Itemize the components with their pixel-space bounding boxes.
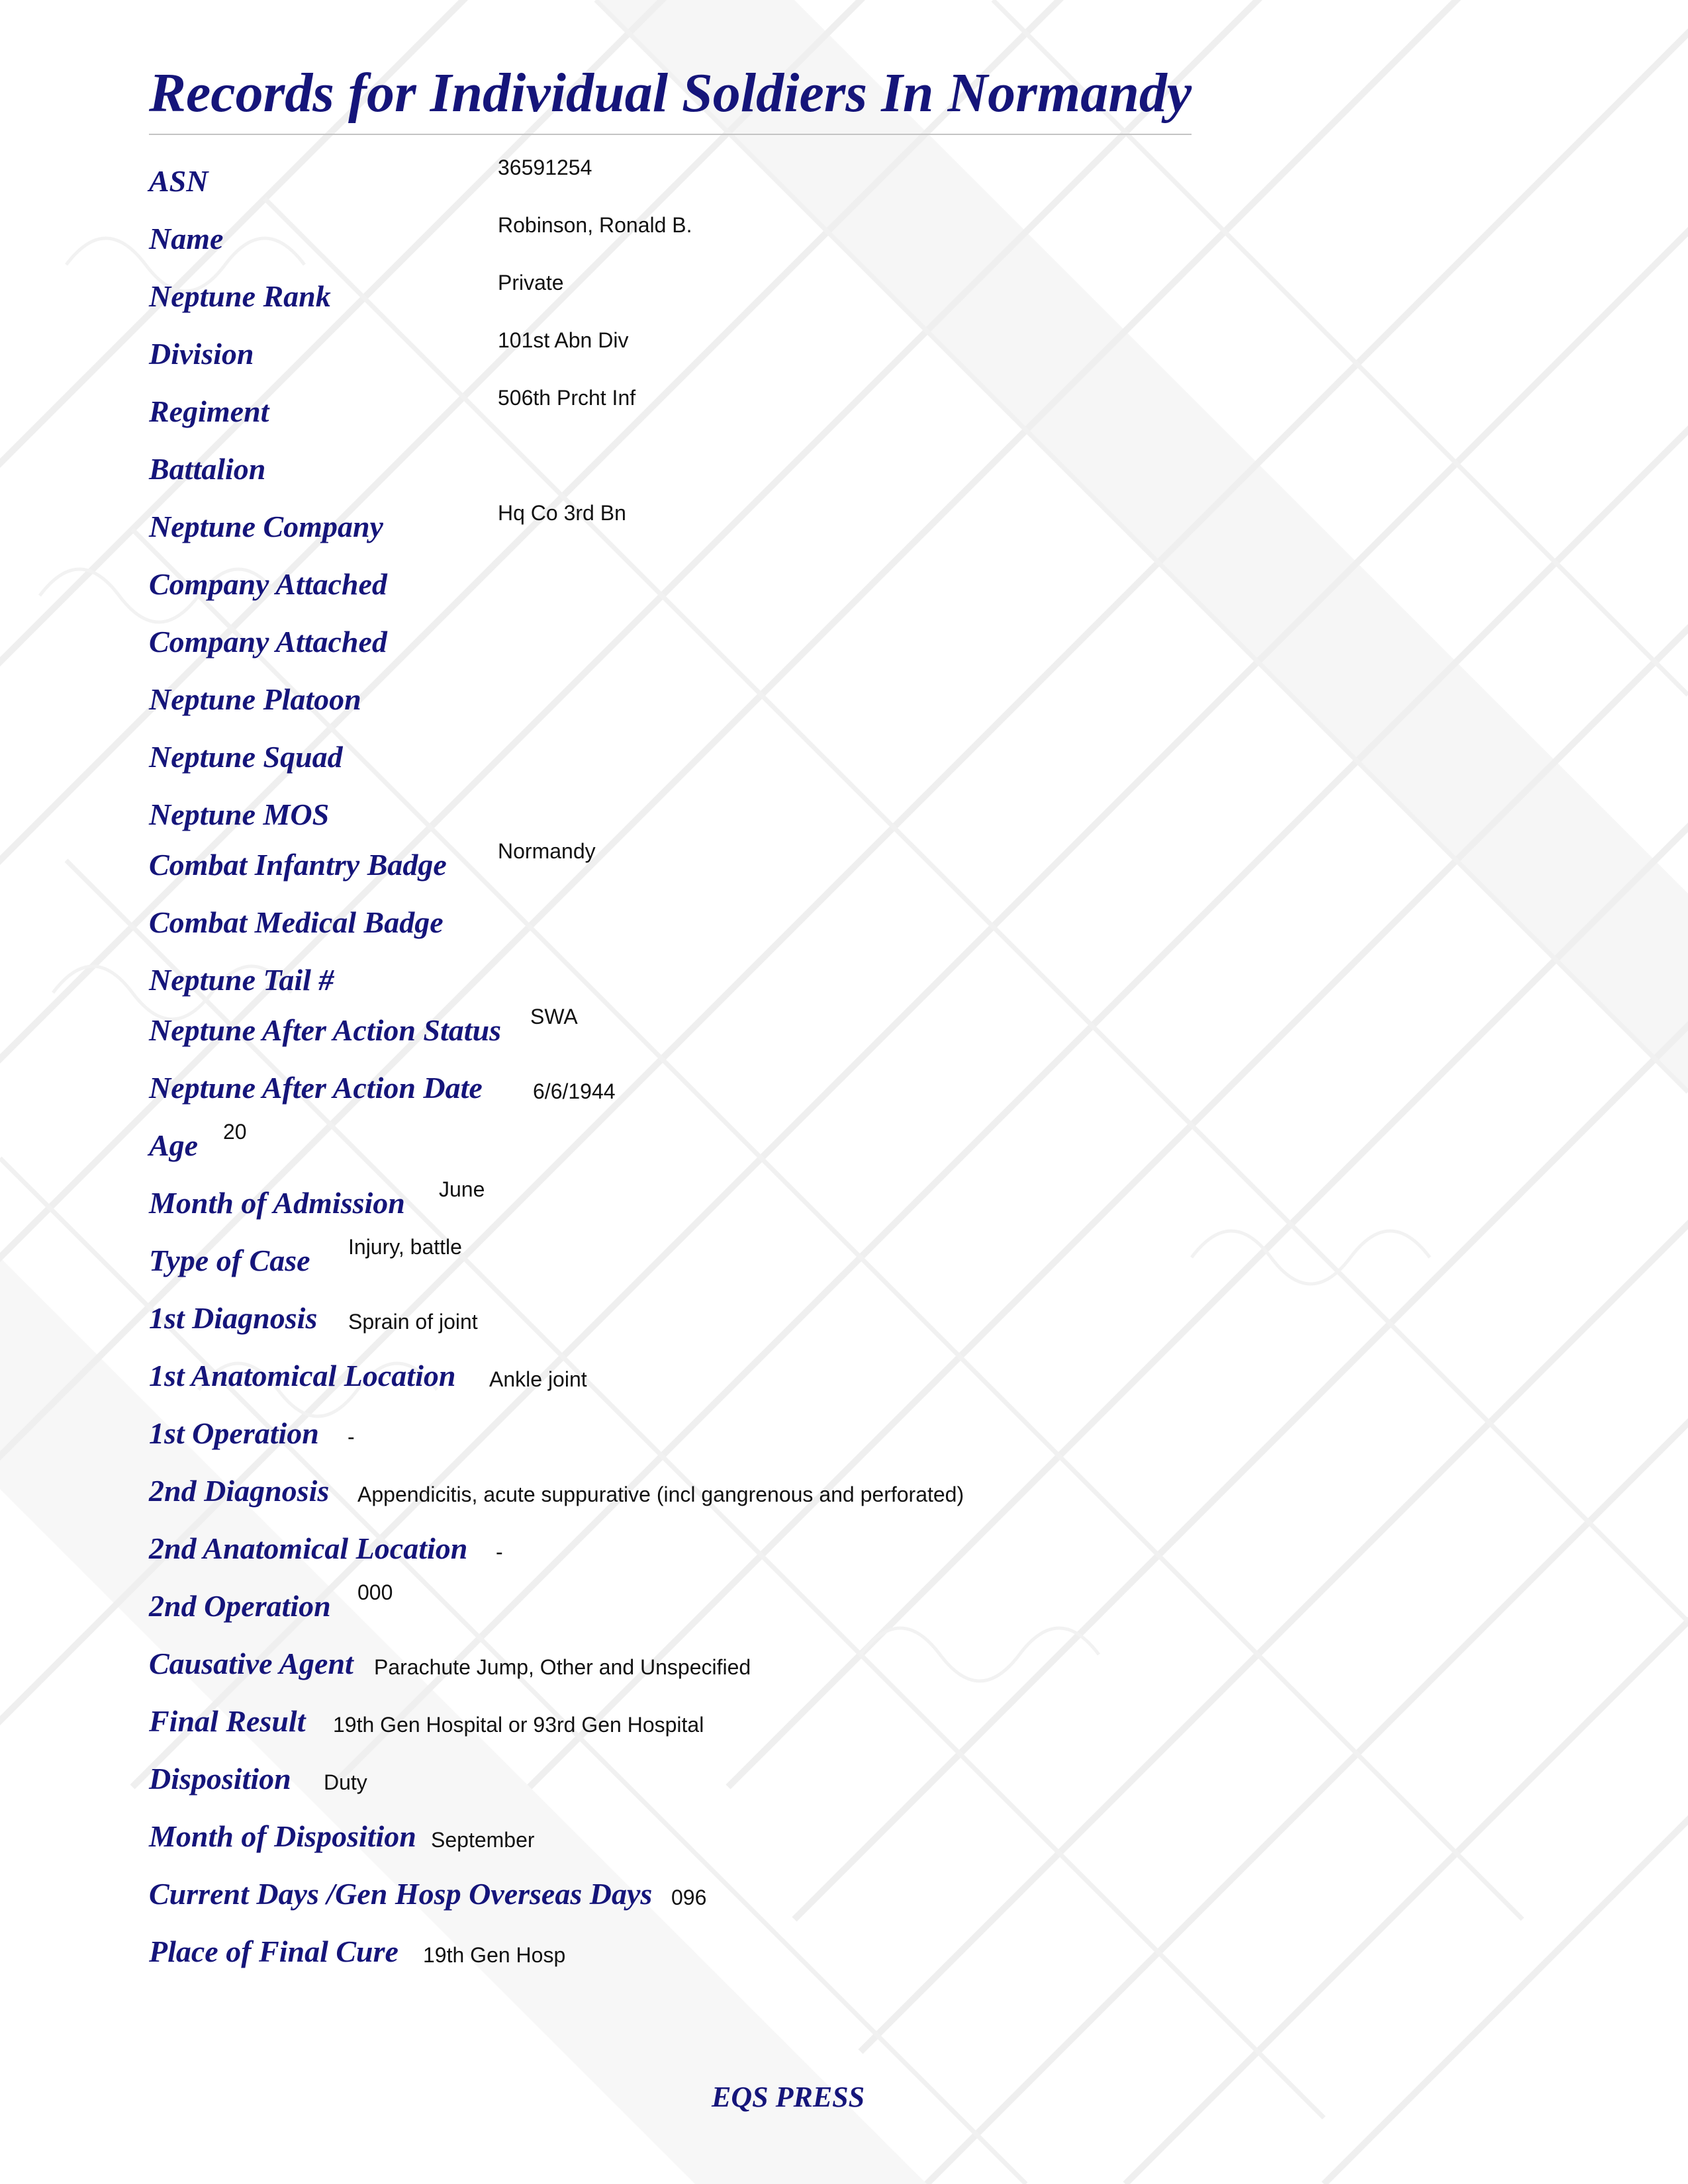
field-value: June xyxy=(439,1177,485,1201)
field-value: - xyxy=(348,1425,355,1449)
field-value: 101st Abn Div xyxy=(498,328,629,352)
field-value: Parachute Jump, Other and Unspecified xyxy=(374,1655,751,1679)
field-label: 2nd Diagnosis xyxy=(149,1474,330,1508)
field-value: Normandy xyxy=(498,839,596,863)
field-value: Private xyxy=(498,271,564,295)
field-value: - xyxy=(496,1540,503,1564)
field-value: Sprain of joint xyxy=(348,1310,478,1334)
field-label: ASN xyxy=(149,164,209,198)
field-label: 1st Anatomical Location xyxy=(149,1359,456,1392)
field-label: Regiment xyxy=(149,394,269,428)
field-value: 506th Prcht Inf xyxy=(498,386,636,410)
field-label: 2nd Anatomical Location xyxy=(149,1531,468,1565)
field-value: Appendicitis, acute suppurative (incl gangrenous and perforated) xyxy=(357,1482,964,1506)
field-label: Division xyxy=(149,337,254,371)
field-value: 36591254 xyxy=(498,156,592,179)
field-label: 1st Operation xyxy=(149,1416,319,1450)
field-value: Injury, battle xyxy=(348,1235,462,1259)
page-title: Records for Individual Soldiers In Normandy xyxy=(149,62,1192,124)
field-label: Current Days /Gen Hosp Overseas Days xyxy=(149,1877,653,1911)
field-value: 6/6/1944 xyxy=(533,1079,616,1103)
field-label: Type of Case xyxy=(149,1244,310,1277)
field-label: Causative Agent xyxy=(149,1647,353,1680)
field-label: Combat Medical Badge xyxy=(149,905,444,939)
field-label: Disposition xyxy=(149,1762,291,1796)
field-label: Neptune Company xyxy=(149,510,383,543)
field-value: 000 xyxy=(357,1580,393,1604)
field-label: Neptune Platoon xyxy=(149,682,361,716)
field-label: 2nd Operation xyxy=(149,1589,331,1623)
field-label: Place of Final Cure xyxy=(149,1934,399,1968)
field-label: Company Attached xyxy=(149,625,387,659)
field-label: Neptune After Action Date xyxy=(149,1071,483,1105)
field-label: Neptune Rank xyxy=(149,279,331,313)
title-divider xyxy=(149,134,1192,135)
field-value: Hq Co 3rd Bn xyxy=(498,501,626,525)
field-value: 19th Gen Hospital or 93rd Gen Hospital xyxy=(333,1713,704,1737)
field-value: Robinson, Ronald B. xyxy=(498,213,692,237)
field-label: Company Attached xyxy=(149,567,387,601)
field-label: Final Result xyxy=(149,1704,306,1738)
field-label: Neptune After Action Status xyxy=(149,1013,502,1047)
field-label: Month of Disposition xyxy=(149,1819,416,1853)
field-value: 20 xyxy=(223,1120,247,1144)
field-label: Combat Infantry Badge xyxy=(149,848,447,882)
field-value: 19th Gen Hosp xyxy=(423,1943,566,1967)
field-label: Name xyxy=(149,222,224,255)
field-label: Neptune MOS xyxy=(149,797,330,831)
field-label: Age xyxy=(149,1128,199,1162)
field-label: Neptune Squad xyxy=(149,740,343,774)
field-value: September xyxy=(431,1828,535,1852)
field-value: Duty xyxy=(324,1770,367,1794)
field-value: SWA xyxy=(530,1005,578,1028)
field-label: 1st Diagnosis xyxy=(149,1301,318,1335)
footer-publisher: EQS PRESS xyxy=(712,2081,865,2113)
field-label: Month of Admission xyxy=(149,1186,405,1220)
field-value: 096 xyxy=(671,1886,707,1909)
field-value: Ankle joint xyxy=(489,1367,587,1391)
field-label: Neptune Tail # xyxy=(149,963,334,997)
field-label: Battalion xyxy=(149,452,266,486)
